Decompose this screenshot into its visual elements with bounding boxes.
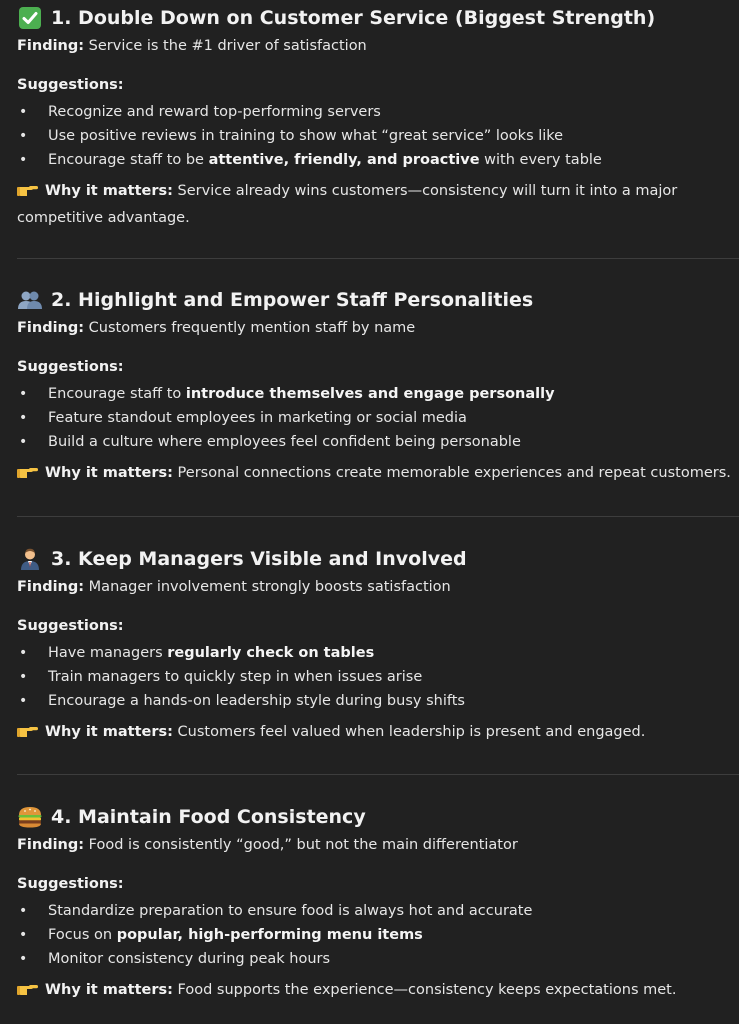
why-label: Why it matters: (45, 183, 173, 199)
finding-label: Finding: (17, 320, 85, 336)
finding-label: Finding: (17, 38, 85, 54)
section-divider (17, 516, 739, 517)
why-text: Personal connections create memorable experiences and repeat customers. (177, 465, 731, 481)
section-heading (17, 285, 739, 315)
bullet-icon: • (19, 669, 28, 685)
bullet-text: Have managers (48, 645, 168, 661)
bullet-icon: • (19, 434, 28, 450)
why-it-matters (17, 978, 737, 1005)
section-title: 1. Double Down on Customer Service (Biggest Strength) (51, 7, 656, 29)
bullet-text: Encourage a hands-on leadership style during busy shifts (48, 693, 465, 709)
bullet-text: Encourage staff to (48, 386, 186, 402)
finding (17, 34, 739, 58)
section-divider (17, 774, 739, 775)
bullet-bold-text: regularly check on tables (167, 645, 375, 661)
bullet-icon: • (19, 152, 28, 168)
suggestions-label: Suggestions: (17, 359, 124, 375)
suggestion-list (17, 382, 739, 454)
bullet-icon: • (19, 128, 28, 144)
list-item (17, 124, 739, 148)
list-item (17, 689, 739, 713)
why-text: Customers feel valued when leadership is present and engaged. (177, 724, 646, 740)
suggestion-list (17, 100, 739, 172)
list-item (17, 406, 739, 430)
list-item (17, 430, 739, 454)
section-heading (17, 544, 739, 574)
pointing-hand-icon (17, 981, 39, 1005)
suggestion-list (17, 641, 739, 713)
finding (17, 316, 739, 340)
bullet-text: Encourage staff to be (48, 152, 209, 168)
finding-label: Finding: (17, 837, 85, 853)
finding (17, 833, 739, 857)
finding-text: Customers frequently mention staff by name (88, 320, 416, 336)
list-item (17, 641, 739, 665)
section-1 (17, 3, 739, 230)
finding-label: Finding: (17, 579, 85, 595)
bullet-icon: • (19, 951, 28, 967)
bullet-text: Recognize and reward top-performing servers (48, 104, 381, 120)
list-item (17, 382, 739, 406)
finding-text: Food is consistently “good,” but not the main differentiator (88, 837, 518, 853)
bullet-text-tail: with every table (479, 152, 602, 168)
bullet-icon: • (19, 410, 28, 426)
list-item (17, 665, 739, 689)
suggestions-label: Suggestions: (17, 618, 124, 634)
bullet-icon: • (19, 645, 28, 661)
why-text: Service already wins customers—consistency will turn it into a major competitive advantage. (17, 183, 678, 226)
list-item (17, 100, 739, 124)
bullet-icon: • (19, 903, 28, 919)
bullet-bold-text: attentive, friendly, and proactive (208, 152, 480, 168)
bullet-text: Monitor consistency during peak hours (48, 951, 331, 967)
section-divider (17, 258, 739, 259)
finding (17, 575, 739, 599)
why-it-matters (17, 720, 737, 747)
section-heading (17, 3, 739, 33)
section-title: 4. Maintain Food Consistency (51, 806, 366, 828)
burger-icon (17, 805, 43, 829)
why-label: Why it matters: (45, 724, 173, 740)
list-item (17, 899, 739, 923)
section-title: 2. Highlight and Empower Staff Personalities (51, 289, 534, 311)
bullet-bold-text: introduce themselves and engage personally (185, 386, 555, 402)
bullet-text: Focus on (48, 927, 117, 943)
bullet-text: Standardize preparation to ensure food is always hot and accurate (48, 903, 533, 919)
bullet-bold-text: popular, high-performing menu items (116, 927, 423, 943)
suggestion-list (17, 899, 739, 971)
suggestions-label: Suggestions: (17, 876, 124, 892)
bullet-icon: • (19, 386, 28, 402)
finding-text: Service is the #1 driver of satisfaction (88, 38, 367, 54)
bullet-text: Build a culture where employees feel confident being personable (48, 434, 521, 450)
why-it-matters (17, 179, 737, 230)
section-title: 3. Keep Managers Visible and Involved (51, 548, 467, 570)
why-label: Why it matters: (45, 982, 173, 998)
pointing-hand-icon (17, 464, 39, 488)
why-label: Why it matters: (45, 465, 173, 481)
list-item (17, 947, 739, 971)
pointing-hand-icon (17, 723, 39, 747)
bullet-icon: • (19, 927, 28, 943)
list-item (17, 148, 739, 172)
bullet-icon: • (19, 104, 28, 120)
bullet-text: Feature standout employees in marketing or social media (48, 410, 467, 426)
check-mark-icon (17, 6, 43, 30)
bullet-text: Train managers to quickly step in when issues arise (48, 669, 423, 685)
section-3 (17, 544, 739, 747)
section-2 (17, 285, 739, 488)
bullet-text: Use positive reviews in training to show what “great service” looks like (48, 128, 564, 144)
list-item (17, 923, 739, 947)
finding-text: Manager involvement strongly boosts satisfaction (88, 579, 451, 595)
bullet-icon: • (19, 693, 28, 709)
suggestions-label: Suggestions: (17, 77, 124, 93)
section-heading (17, 802, 739, 832)
why-text: Food supports the experience—consistency keeps expectations met. (177, 982, 677, 998)
why-it-matters (17, 461, 737, 488)
people-icon (17, 288, 43, 312)
manager-icon (17, 547, 43, 571)
section-4 (17, 802, 739, 1005)
pointing-hand-icon (17, 182, 39, 206)
